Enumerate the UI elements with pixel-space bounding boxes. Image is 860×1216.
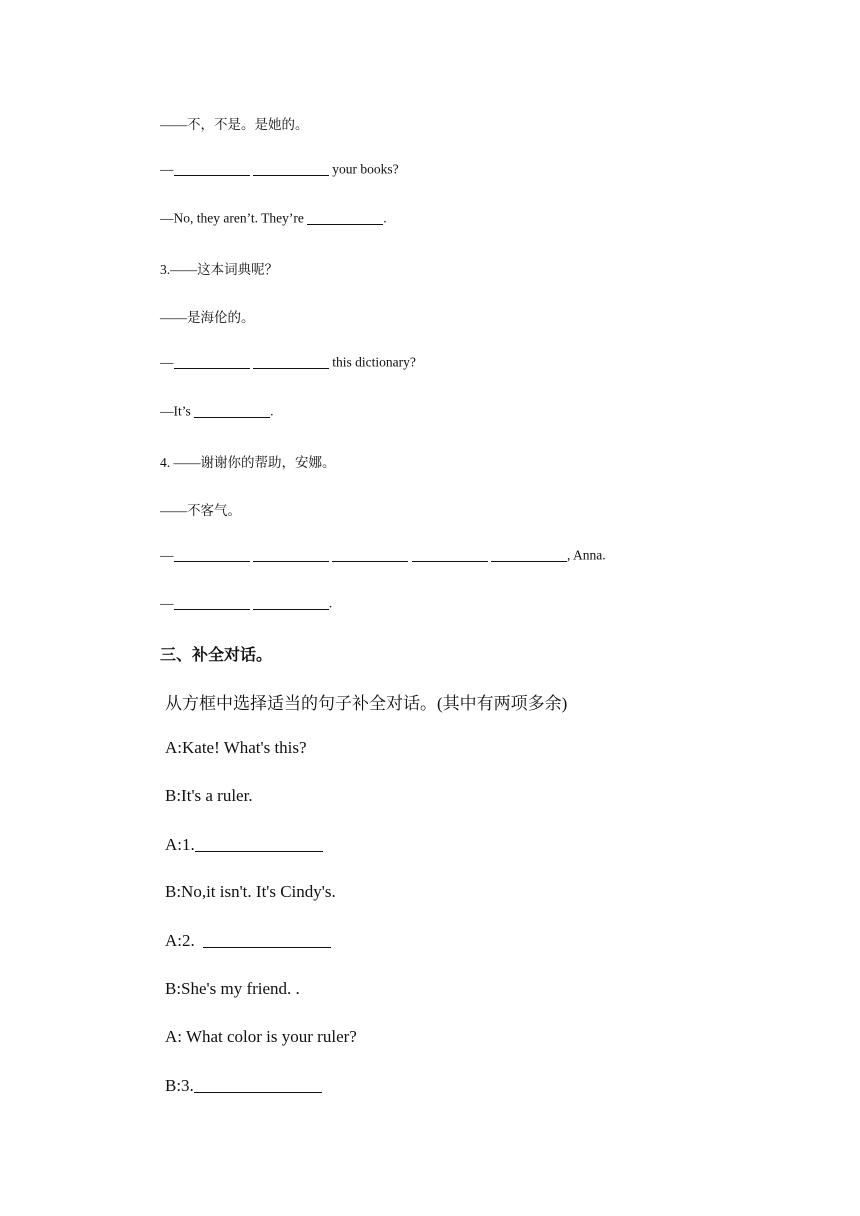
dialogue-line: A:Kate! What's this? bbox=[165, 738, 307, 757]
dialogue-text: A:1. bbox=[165, 835, 195, 854]
dialogue-line: B:She's my friend. . bbox=[165, 979, 300, 998]
blank[interactable] bbox=[491, 547, 567, 562]
dialogue-line bbox=[165, 1075, 322, 1096]
answer-text: —No, they aren’t. They’re bbox=[160, 210, 308, 226]
answer-line bbox=[160, 595, 332, 612]
answer-blank-1[interactable] bbox=[195, 834, 323, 852]
item-3-answer: ——是海伦的。 bbox=[160, 310, 255, 325]
dialogue-text: A:2. bbox=[165, 931, 204, 950]
blank[interactable] bbox=[194, 403, 270, 418]
dialogue-line bbox=[165, 834, 323, 855]
blank[interactable] bbox=[174, 161, 250, 176]
dialogue-line: A: What color is your ruler? bbox=[165, 1027, 357, 1046]
dash: — bbox=[160, 161, 174, 177]
item-4-answer: ——不客气。 bbox=[160, 503, 241, 518]
dialogue-text: B:3. bbox=[165, 1076, 194, 1095]
answer-line bbox=[160, 210, 387, 227]
question-line bbox=[160, 354, 416, 371]
blank[interactable] bbox=[253, 595, 329, 610]
dialogue-line: B:No,it isn't. It's Cindy's. bbox=[165, 882, 336, 901]
question-line bbox=[160, 161, 399, 178]
blank[interactable] bbox=[332, 547, 408, 562]
answer-tail: . bbox=[328, 595, 333, 611]
answer-tail: . bbox=[270, 403, 274, 419]
blank[interactable] bbox=[174, 595, 250, 610]
dash: — bbox=[160, 595, 174, 611]
section-heading: 三、补全对话。 bbox=[160, 645, 273, 664]
blank[interactable] bbox=[412, 547, 488, 562]
dialogue-line: B:It's a ruler. bbox=[165, 786, 253, 805]
answer-line: ——不，不是。是她的。 bbox=[160, 117, 309, 132]
question-tail: this dictionary? bbox=[328, 354, 416, 370]
question-line bbox=[160, 547, 606, 564]
blank[interactable] bbox=[307, 210, 383, 225]
blank[interactable] bbox=[253, 354, 329, 369]
blank[interactable] bbox=[253, 547, 329, 562]
item-3-prompt: 3.——这本词典呢？ bbox=[160, 262, 279, 277]
answer-blank-3[interactable] bbox=[194, 1075, 322, 1093]
question-tail: your books? bbox=[328, 161, 399, 177]
instruction: 从方框中选择适当的句子补全对话。(其中有两项多余) bbox=[165, 694, 568, 713]
blank[interactable] bbox=[253, 161, 329, 176]
answer-blank-2[interactable] bbox=[203, 930, 331, 948]
blank[interactable] bbox=[174, 354, 250, 369]
question-tail: , Anna. bbox=[567, 547, 606, 563]
answer-line bbox=[160, 403, 274, 420]
item-4-prompt: 4. ——谢谢你的帮助，安娜。 bbox=[160, 455, 336, 470]
dash: — bbox=[160, 354, 174, 370]
dialogue-line bbox=[165, 930, 331, 951]
answer-text: —It’s bbox=[160, 403, 195, 419]
blank[interactable] bbox=[174, 547, 250, 562]
answer-tail: . bbox=[383, 210, 387, 226]
dash: — bbox=[160, 547, 174, 563]
